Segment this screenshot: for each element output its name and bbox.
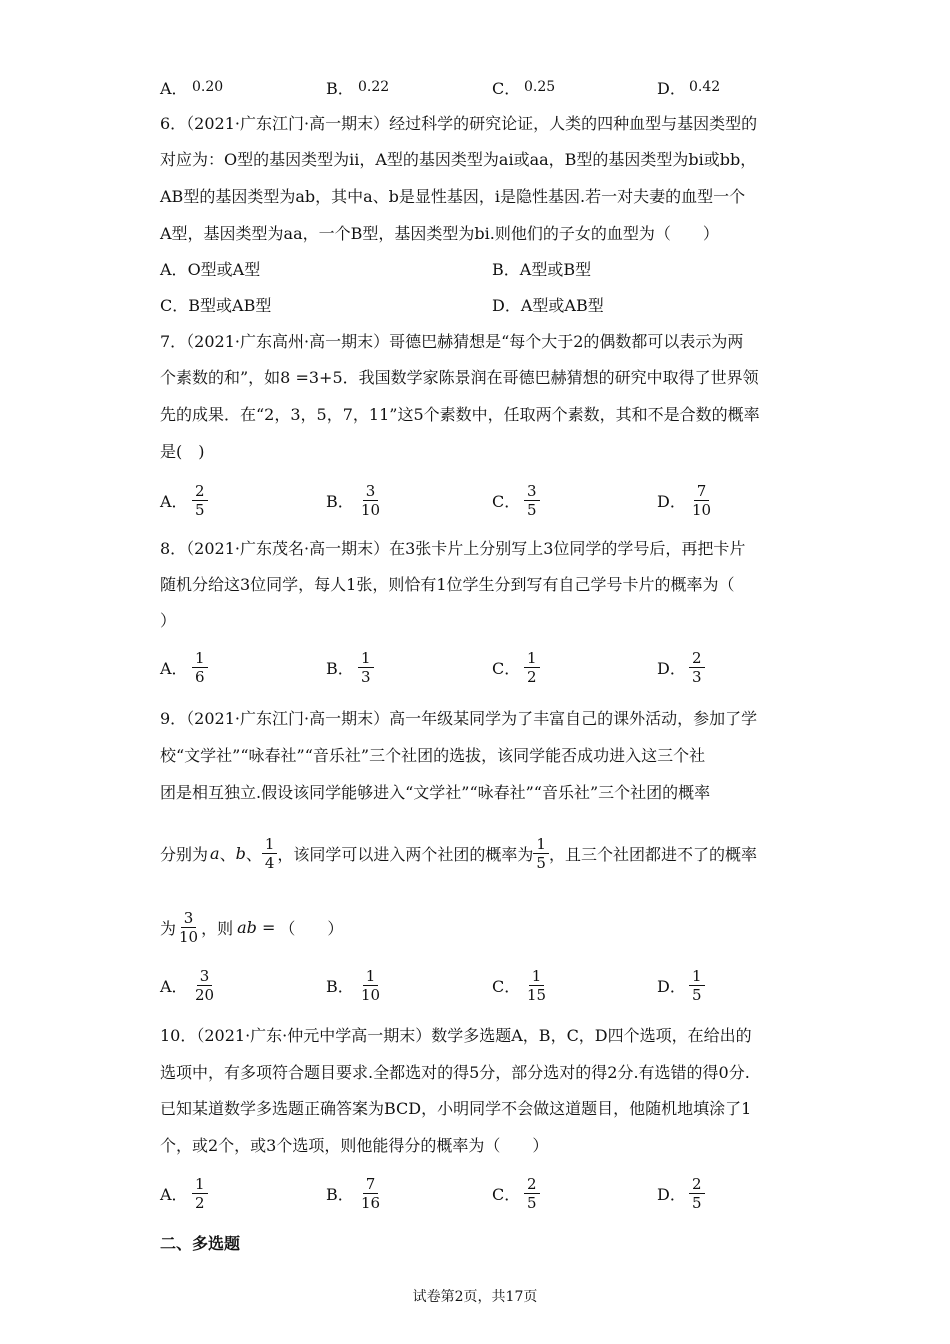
q8-options (160, 642, 800, 692)
fraction: $\frac{2}{5}$ (689, 1175, 705, 1212)
fraction: $\frac{3}{10}$ (361, 481, 381, 519)
fraction: $\frac{1}{4}$ (262, 835, 278, 872)
section-heading: 二、多选题 (160, 1234, 241, 1253)
q6-line-3: AB型的基因类型为ab，其中a、b是显性基因，i是隐性基因.若一对夫妻的血型一个 (160, 187, 746, 206)
fraction: $\frac{3}{20}$ (195, 966, 215, 1004)
q9-line-3: 团是相互独立.假设该同学能够进入“文学社”“咏春社”“音乐社”三个社团的概率 (160, 783, 711, 802)
fraction: $\frac{1}{10}$ (361, 966, 381, 1004)
q10-options (160, 1168, 800, 1218)
fraction: $\frac{1}{3}$ (358, 649, 374, 686)
fraction: $\frac{1}{15}$ (527, 966, 547, 1004)
q8-option-c: C． $\frac{1}{2}$ (492, 642, 540, 692)
q10-line-1: 10．（2021·广东·仲元中学高一期末）数学多选题A，B，C，D四个选项，在给出的 (160, 1026, 752, 1045)
q9-line-1: 9．（2021·广东江门·高一期末）高一年级某同学为了丰富自己的课外活动，参加了学 (160, 709, 758, 728)
fraction: $\frac{1}{2}$ (524, 649, 540, 686)
q10-option-b: B． $\frac{7}{16}$ (326, 1168, 383, 1218)
q5-options (160, 62, 800, 112)
q10-option-c: C． $\frac{2}{5}$ (492, 1168, 540, 1218)
q6-option-a: A．O型或A型 (160, 260, 261, 279)
q8-option-d: D． $\frac{2}{3}$ (657, 642, 705, 692)
q10-line-4: 个，或2个，或3个选项，则他能得分的概率为（ ） (160, 1136, 549, 1155)
q7-options (160, 475, 800, 525)
q8-line-2: 随机分给这3位同学，每人1张，则恰有1位学生分到写有自己学号卡片的概率为（ (160, 575, 735, 594)
q8-line-1: 8．（2021·广东茂名·高一期末）在3张卡片上分别写上3位同学的学号后，再把卡片 (160, 539, 746, 558)
fraction: $\frac{7}{16}$ (361, 1174, 381, 1212)
q6-line-4: A型，基因类型为aa，一个B型，基因类型为bi.则他们的子女的血型为（ ） (160, 224, 719, 243)
q5-option-d: D． 0.42 (657, 78, 721, 98)
page-footer: 试卷第2页，共17页 (412, 1289, 538, 1305)
q9-line-4: 分别为 a 、 b 、 $\frac{1}{4}$ ，该同学可以进入两个社团的概率为 $\frac{1}{5}$ ，且三个社团都进不了的概率 (160, 834, 757, 872)
fraction: $\frac{3}{10}$ (179, 908, 199, 946)
fraction: $\frac{1}{2}$ (192, 1175, 208, 1212)
q9-option-b: B． $\frac{1}{10}$ (326, 960, 383, 1010)
q6-option-d: D．A型或AB型 (492, 296, 604, 315)
q9-option-a: A． $\frac{3}{20}$ (160, 960, 217, 1010)
fraction: $\frac{2}{5}$ (192, 482, 208, 519)
q7-line-3: 先的成果．在“2，3，5，7，11”这5个素数中，任取两个素数，其和不是合数的概率 (160, 405, 760, 424)
fraction: $\frac{1}{6}$ (192, 649, 208, 686)
q5-option-b: B． 0.22 (326, 78, 390, 98)
fraction: $\frac{7}{10}$ (692, 481, 712, 519)
q8-option-b: B． $\frac{1}{3}$ (326, 642, 374, 692)
q7-line-2: 个素数的和”，如8 =3+5．我国数学家陈景润在哥德巴赫猜想的研究中取得了世界领 (160, 368, 759, 387)
fraction: $\frac{2}{3}$ (689, 649, 705, 686)
q10-option-a: A． $\frac{1}{2}$ (160, 1168, 208, 1218)
q9-option-c: C． $\frac{1}{15}$ (492, 960, 549, 1010)
q9-line-5: 为 $\frac{3}{10}$ ，则 ab = （ ） (160, 908, 344, 946)
q6-option-b: B．A型或B型 (492, 260, 592, 279)
fraction: $\frac{3}{5}$ (524, 482, 540, 519)
q10-line-3: 已知某道数学多选题正确答案为BCD，小明同学不会做这道题目，他随机地填涂了1 (160, 1099, 752, 1118)
fraction: $\frac{2}{5}$ (524, 1175, 540, 1212)
q7-line-4: 是( ) (160, 442, 205, 461)
q7-option-c: C． $\frac{3}{5}$ (492, 475, 540, 525)
fraction: $\frac{1}{5}$ (689, 967, 705, 1004)
q10-line-2: 选项中，有多项符合题目要求.全都选对的得5分，部分选对的得2分.有选错的得0分. (160, 1063, 750, 1082)
q9-options (160, 960, 800, 1010)
q6-line-1: 6．（2021·广东江门·高一期末）经过科学的研究论证，人类的四种血型与基因类型的 (160, 114, 758, 133)
q5-option-c: C． 0.25 (492, 78, 556, 98)
q5-option-a: A． 0.20 (160, 78, 224, 98)
q7-line-1: 7．（2021·广东高州·高一期末）哥德巴赫猜想是“每个大于2的偶数都可以表示为两 (160, 332, 744, 351)
q9-option-d: D． $\frac{1}{5}$ (657, 960, 705, 1010)
fraction: $\frac{1}{5}$ (533, 835, 549, 872)
q6-option-c: C．B型或AB型 (160, 296, 272, 315)
q7-option-a: A． $\frac{2}{5}$ (160, 475, 208, 525)
q7-option-b: B． $\frac{3}{10}$ (326, 475, 383, 525)
q7-option-d: D． $\frac{7}{10}$ (657, 475, 714, 525)
q8-line-3: ） (160, 611, 177, 630)
q10-option-d: D． $\frac{2}{5}$ (657, 1168, 705, 1218)
q6-line-2: 对应为：O型的基因类型为ii，A型的基因类型为ai或aa，B型的基因类型为bi或bb， (160, 150, 757, 169)
q9-line-2: 校“文学社”“咏春社”“音乐社”三个社团的选拔，该同学能否成功进入这三个社 (160, 746, 706, 765)
q8-option-a: A． $\frac{1}{6}$ (160, 642, 208, 692)
